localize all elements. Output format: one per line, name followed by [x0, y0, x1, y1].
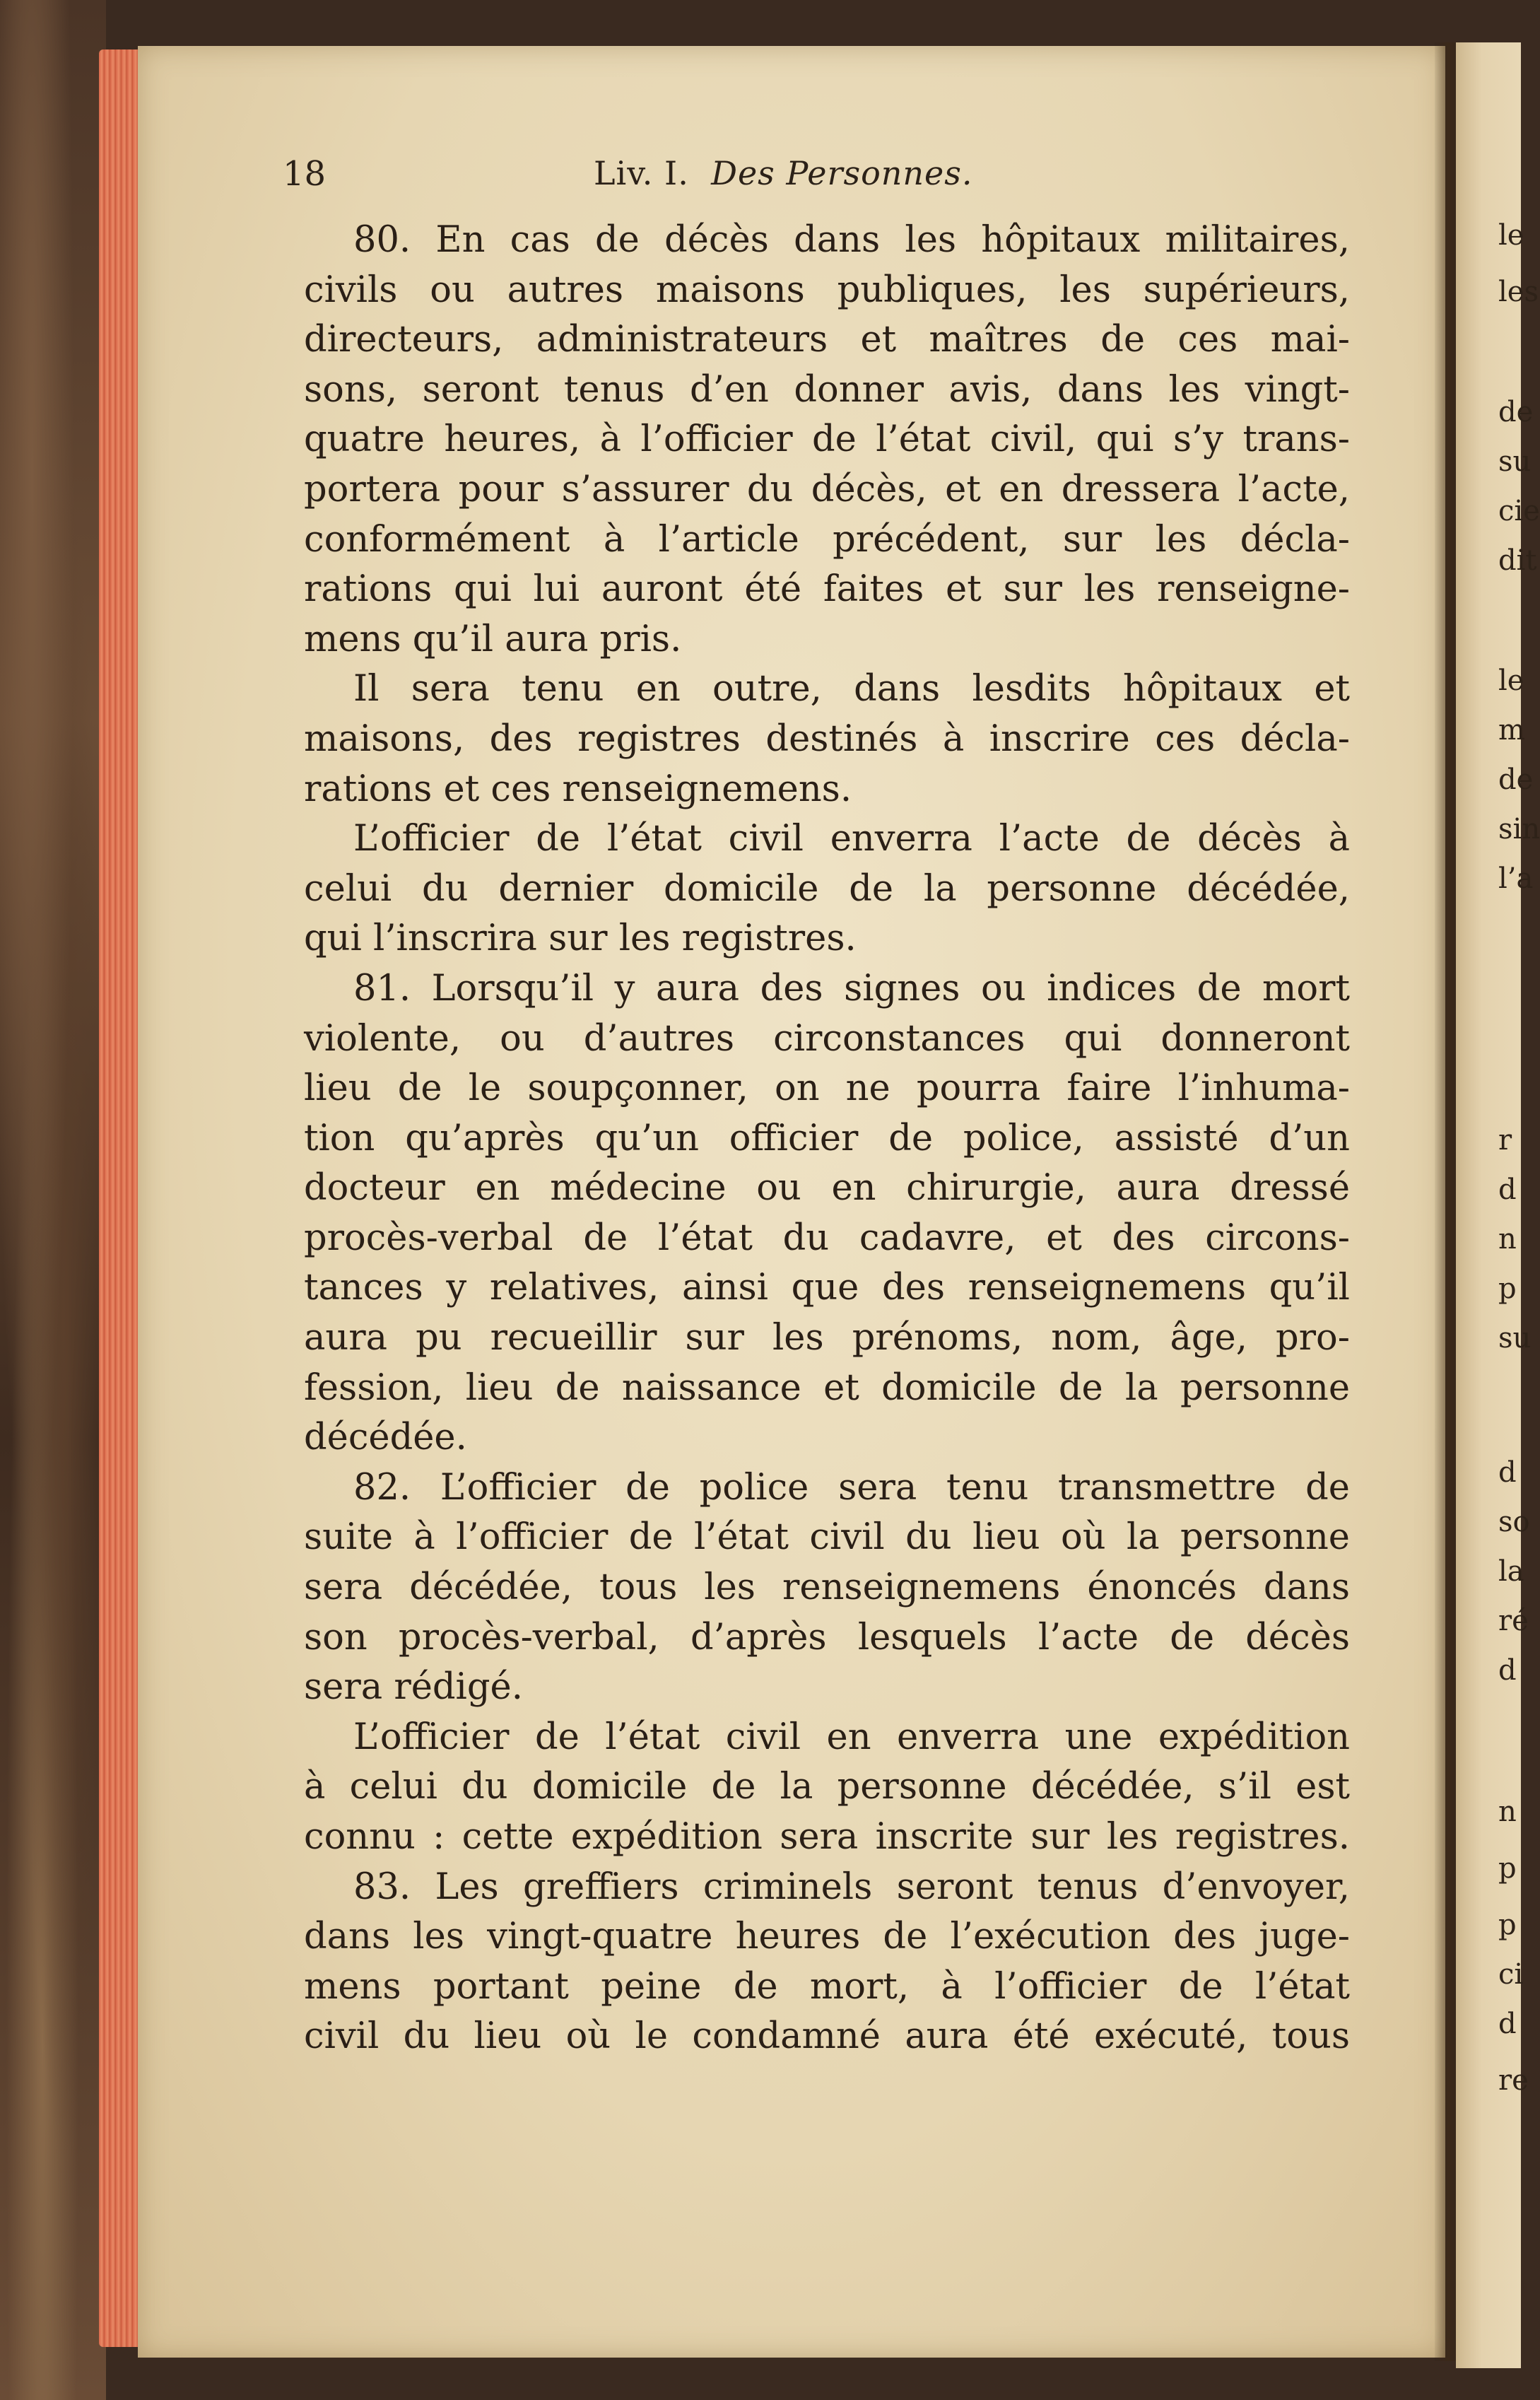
text-line: civil du lieu où le condamné aura été exécuté, tous [304, 2015, 1350, 2058]
text-line: docteur en médecine ou en chirurgie, aura dressé [304, 1167, 1350, 1210]
facing-fragment: le [1498, 665, 1524, 697]
facing-fragment: cie [1498, 495, 1540, 527]
facing-fragment: d [1498, 1456, 1517, 1489]
page-edges [99, 49, 141, 2347]
facing-fragment: sin [1498, 813, 1540, 845]
text-line: fession, lieu de naissance et domicile de la personne [304, 1366, 1350, 1409]
facing-fragment: ré [1498, 1605, 1529, 1637]
facing-fragment: d [1498, 1654, 1517, 1687]
text-line: Il sera tenu en outre, dans lesdits hôpitaux et [353, 668, 1350, 710]
page-text [304, 216, 1350, 2062]
text-line: conformément à l’article précédent, sur les décla- [304, 518, 1350, 561]
facing-fragment: su [1498, 445, 1532, 478]
facing-fragment: n [1498, 1223, 1517, 1255]
facing-page [1456, 42, 1540, 2368]
text-line: sera décédée, tous les renseignemens énoncés dans [304, 1567, 1350, 1609]
facing-fragment: p [1498, 1852, 1517, 1885]
facing-fragment: su [1498, 1322, 1532, 1354]
facing-fragment: d [1498, 1173, 1517, 1206]
facing-fragment: de [1498, 396, 1534, 428]
facing-fragment: l’a [1498, 862, 1534, 895]
facing-fragment: dit [1498, 544, 1537, 577]
text-line: civils ou autres maisons publiques, les supérieurs, [304, 269, 1350, 311]
text-line: 83. Les greffiers criminels seront tenus d’envoyer, [353, 1866, 1350, 1908]
text-line: 81. Lorsqu’il y aura des signes ou indices de mort [353, 967, 1350, 1009]
facing-fragment: p [1498, 1272, 1517, 1305]
text-line: portera pour s’assurer du décès, et en dressera l’acte, [304, 468, 1350, 510]
text-line: rations et ces renseignemens. [304, 768, 852, 810]
text-line: connu : cette expédition sera inscrite sur les registres. [304, 1816, 1350, 1858]
text-line: L’officier de l’état civil enverra l’acte de décès à [353, 818, 1350, 860]
text-line: 82. L’officier de police sera tenu transmettre de [353, 1466, 1350, 1509]
running-title-italic: Des Personnes. [711, 154, 973, 192]
text-line: L’officier de l’état civil en enverra une expédition [353, 1716, 1350, 1758]
facing-fragment: la [1498, 1555, 1524, 1588]
text-line: tances y relatives, ainsi que des renseignemens qu’il [304, 1267, 1350, 1309]
text-line: violente, ou d’autres circonstances qui donneront [304, 1017, 1350, 1060]
text-line: tion qu’après qu’un officier de police, assisté d’un [304, 1117, 1350, 1159]
facing-fragment: p [1498, 1909, 1517, 1941]
text-line: sera rédigé. [304, 1666, 523, 1709]
text-line: suite à l’officier de l’état civil du lieu où la personne [304, 1516, 1350, 1559]
running-title [594, 154, 973, 192]
text-line: mens portant peine de mort, à l’officier de l’état [304, 1965, 1350, 2008]
text-line: rations qui lui auront été faites et sur les renseigne- [304, 568, 1350, 611]
facing-fragment: m [1498, 714, 1525, 747]
text-line: quatre heures, à l’officier de l’état civil, qui s’y trans- [304, 418, 1350, 461]
text-line: procès-verbal de l’état du cadavre, et des circons- [304, 1217, 1350, 1259]
page-number: 18 [283, 154, 327, 194]
book-cover-board [0, 0, 106, 2400]
facing-fragment: r [1498, 1124, 1512, 1157]
facing-fragment: so [1498, 1506, 1530, 1538]
text-line: qui l’inscrira sur les registres. [304, 918, 857, 960]
facing-fragment: re [1498, 2064, 1529, 2097]
text-line: décédée. [304, 1417, 467, 1459]
text-line: lieu de le soupçonner, on ne pourra faire l’inhuma- [304, 1067, 1350, 1110]
facing-fragment: le [1498, 219, 1524, 252]
text-line: 80. En cas de décès dans les hôpitaux militaires, [353, 219, 1350, 261]
text-line: aura pu recueillir sur les prénoms, nom, âge, pro- [304, 1317, 1350, 1359]
facing-fragment: ci [1498, 1958, 1524, 1991]
facing-fragment: d [1498, 2008, 1517, 2040]
text-line: mens qu’il aura pris. [304, 618, 682, 660]
facing-fragment: de [1498, 763, 1534, 796]
text-line: son procès-verbal, d’après lesquels l’acte de décès [304, 1616, 1350, 1658]
running-title-prefix: Liv. I. [594, 154, 689, 192]
facing-fragment: n [1498, 1796, 1517, 1828]
text-line: sons, seront tenus d’en donner avis, dans les vingt- [304, 368, 1350, 411]
text-line: maisons, des registres destinés à inscrire ces décla- [304, 718, 1350, 760]
text-line: dans les vingt-quatre heures de l’exécution des juge- [304, 1916, 1350, 1958]
text-line: celui du dernier domicile de la personne décédée, [304, 867, 1350, 910]
facing-fragment: les [1498, 276, 1539, 308]
text-line: à celui du domicile de la personne décédée, s’il est [304, 1766, 1350, 1808]
running-head [283, 154, 1371, 204]
text-line: directeurs, administrateurs et maîtres de ces mai- [304, 319, 1350, 361]
